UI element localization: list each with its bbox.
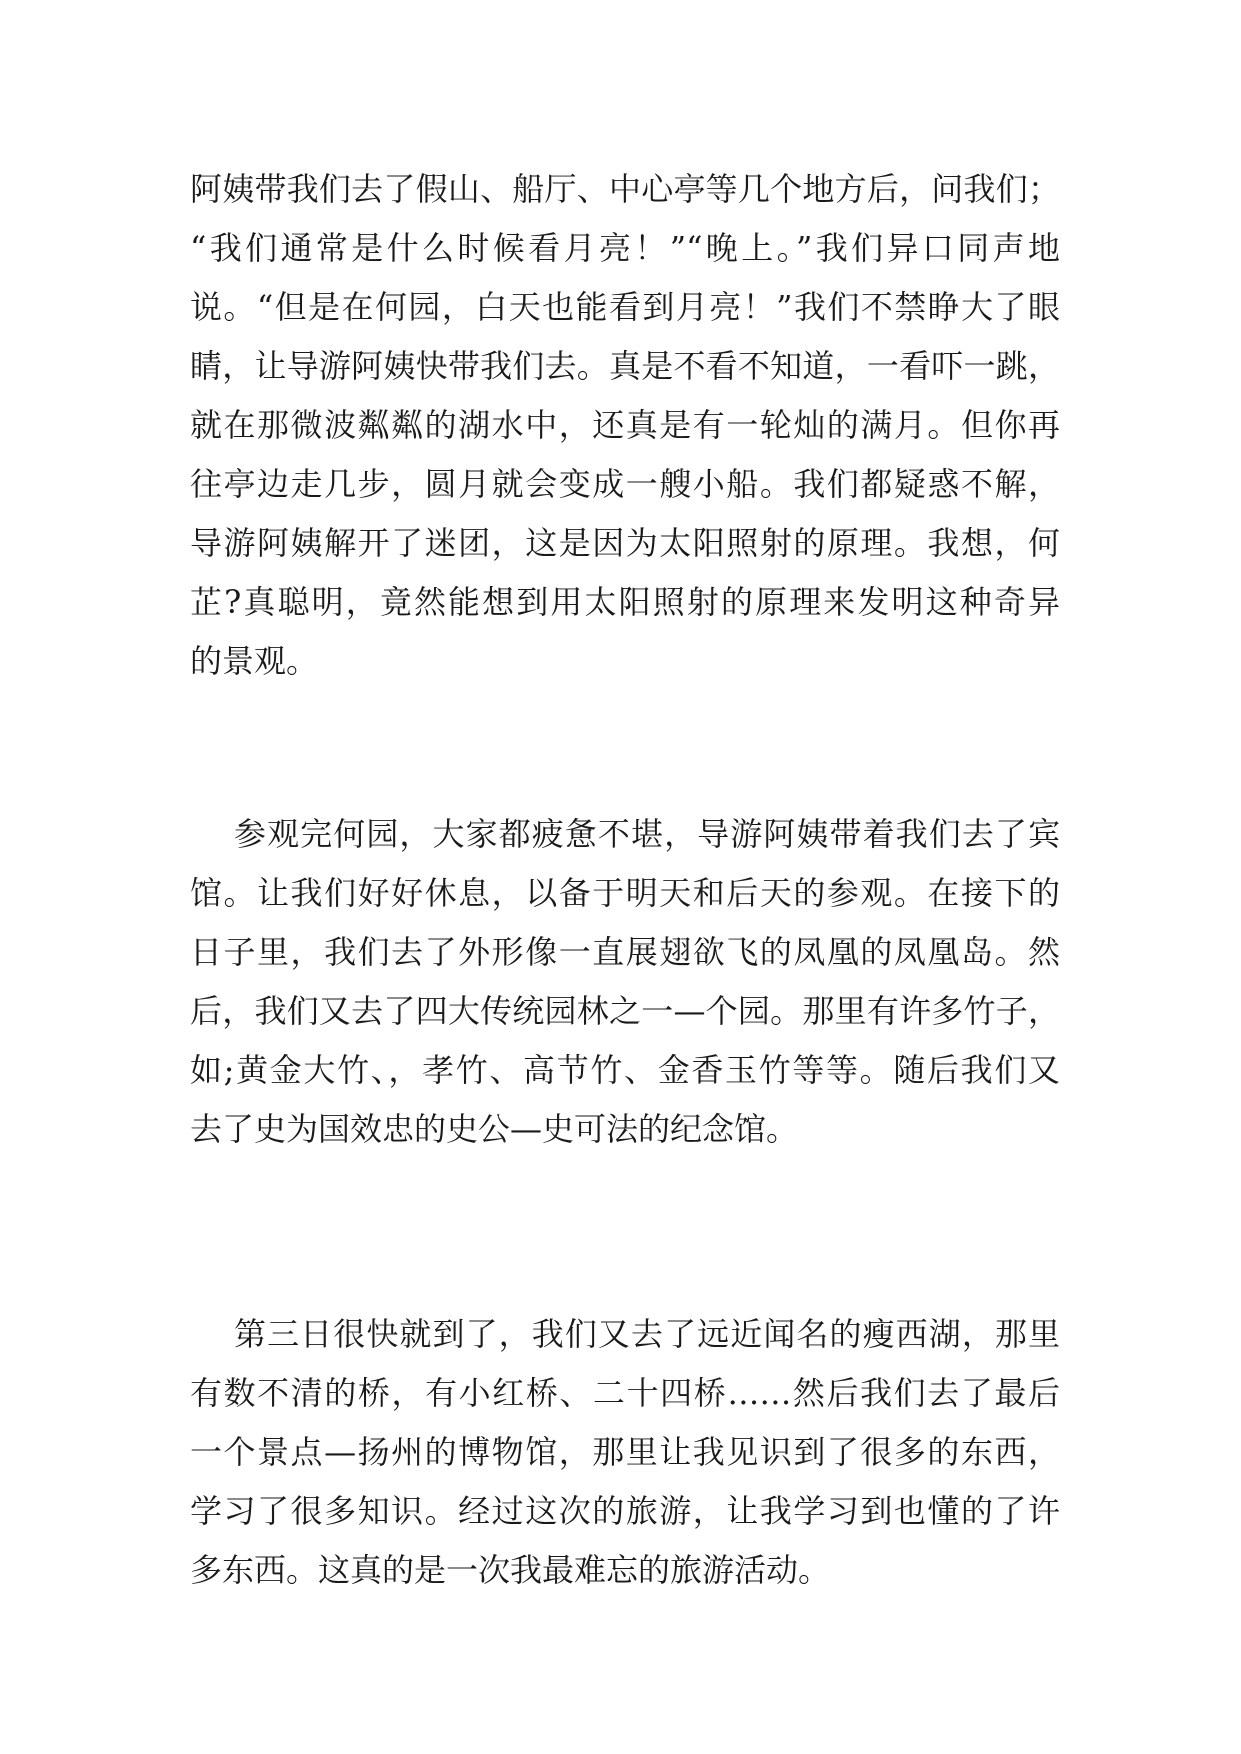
text-line: 多东西。这真的是一次我最难忘的旅游活动。 xyxy=(190,1551,831,1589)
text-line: 有数不清的桥，有小红桥、二十四桥……然后我们去了最后 xyxy=(190,1374,1060,1412)
text-line: 第三日很快就到了，我们又去了远近闻名的瘦西湖，那里 xyxy=(234,1315,1060,1353)
text-line: 往亭边走几步，圆月就会变成一艘小船。我们都疑惑不解， xyxy=(190,465,1060,503)
text-line: “我们通常是什么时候看月亮！”“晚上。”我们异口同声地 xyxy=(190,229,1060,267)
paragraph-2 xyxy=(190,805,1060,1159)
text-line: 学习了很多知识。经过这次的旅游，让我学习到也懂的了许 xyxy=(190,1492,1060,1530)
text-line: 说。“但是在何园，白天也能看到月亮！”我们不禁睁大了眼 xyxy=(190,288,1060,326)
paragraph-1 xyxy=(190,160,1060,691)
text-line: 的景观。 xyxy=(190,642,319,680)
text-line: 去了史为国效忠的史公—史可法的纪念馆。 xyxy=(190,1110,799,1148)
paragraph-3 xyxy=(190,1305,1060,1600)
text-line: 就在那微波粼粼的湖水中，还真是有一轮灿的满月。但你再 xyxy=(190,406,1060,444)
text-line: 如;黄金大竹、，孝竹、高节竹、金香玉竹等等。随后我们又 xyxy=(190,1051,1060,1089)
text-line: 参观完何园，大家都疲惫不堪，导游阿姨带着我们去了宾 xyxy=(234,815,1060,853)
text-line: 芷?真聪明，竟然能想到用太阳照射的原理来发明这种奇异 xyxy=(190,583,1060,621)
text-line: 日子里，我们去了外形像一直展翅欲飞的凤凰的凤凰岛。然 xyxy=(190,933,1060,971)
text-line: 馆。让我们好好休息，以备于明天和后天的参观。在接下的 xyxy=(190,874,1060,912)
text-line: 阿姨带我们去了假山、船厅、中心亭等几个地方后，问我们； xyxy=(190,170,1060,208)
text-line: 睛，让导游阿姨快带我们去。真是不看不知道，一看吓一跳， xyxy=(190,347,1060,385)
text-line: 后，我们又去了四大传统园林之一—个园。那里有许多竹子， xyxy=(190,992,1060,1030)
text-line: 一个景点—扬州的博物馆，那里让我见识到了很多的东西， xyxy=(190,1433,1060,1471)
text-line: 导游阿姨解开了迷团，这是因为太阳照射的原理。我想，何 xyxy=(190,524,1060,562)
